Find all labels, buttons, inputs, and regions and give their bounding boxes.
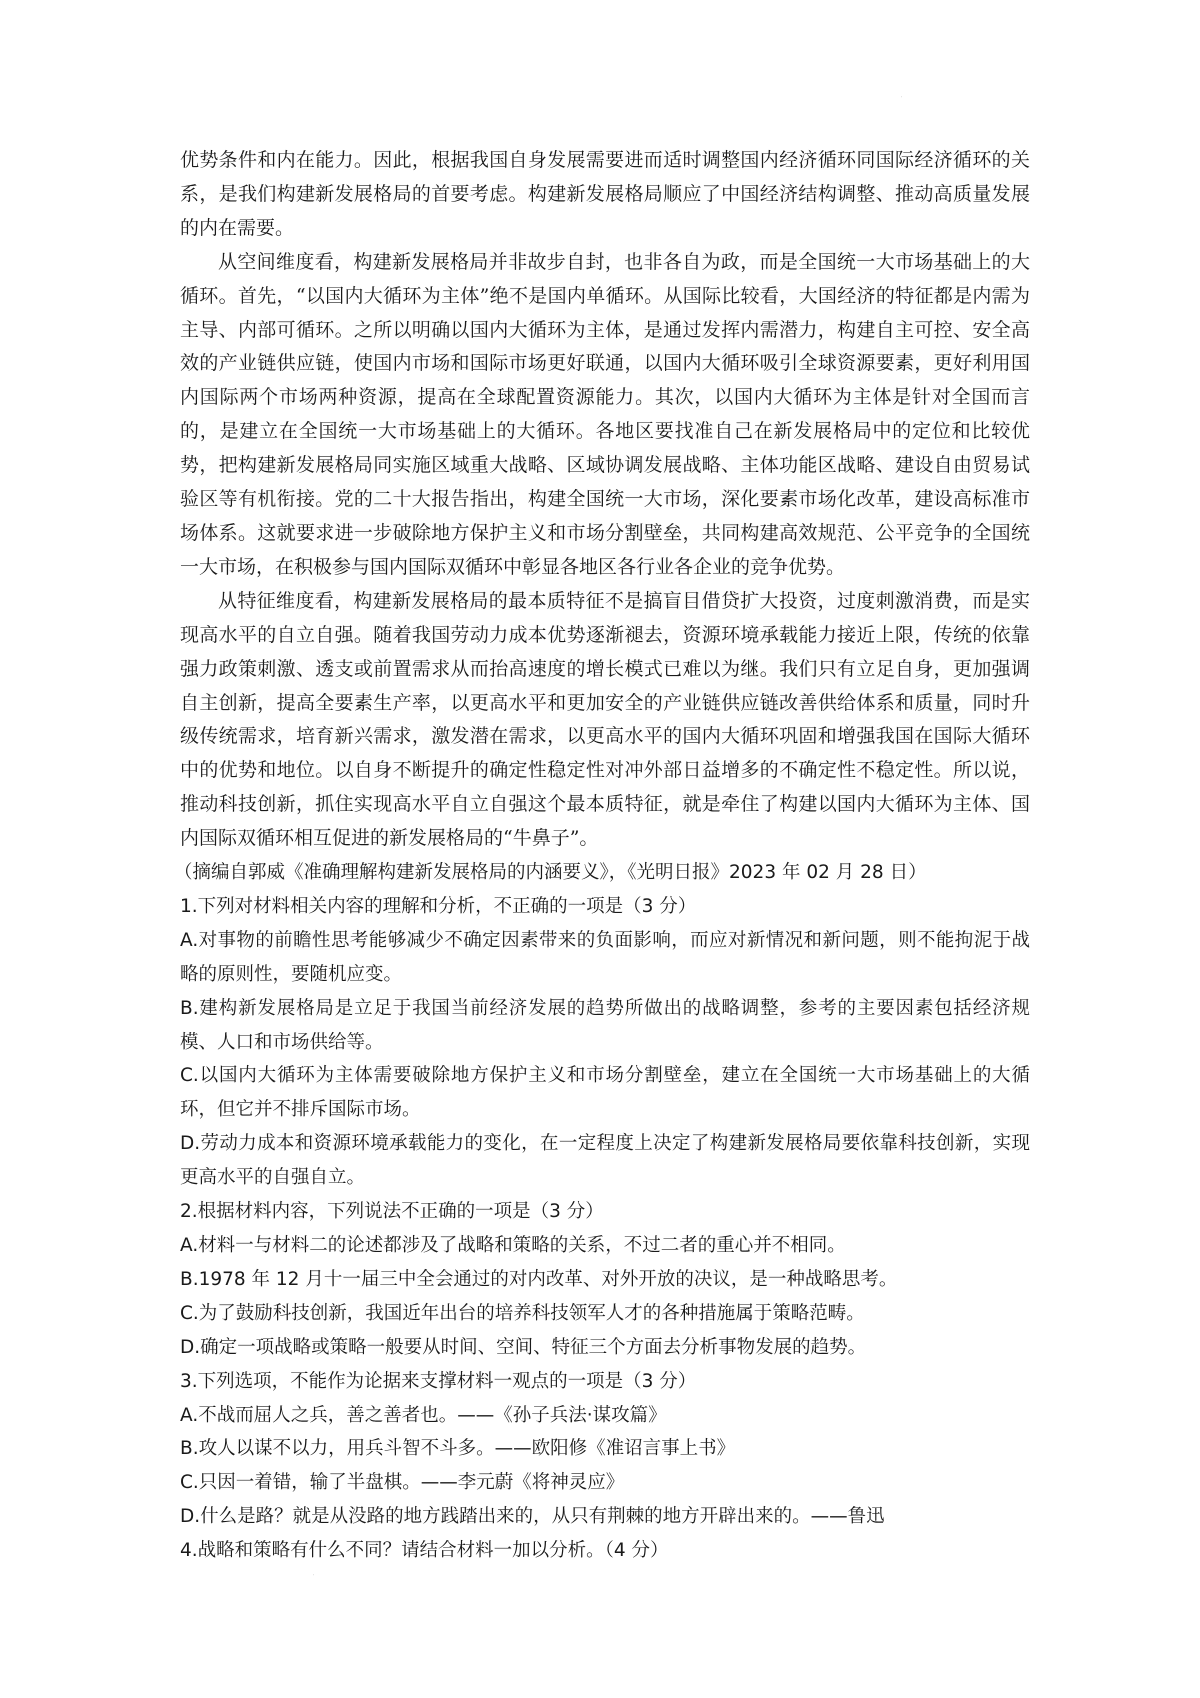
option-a: A.材料一与材料二的论述都涉及了战略和策略的关系，不过二者的重心并不相同。 (180, 1235, 846, 1256)
option-c: C.为了鼓励科技创新，我国近年出台的培养科技领军人才的各种措施属于策略范畴。 (180, 1302, 865, 1324)
option-b: B.1978 年 12 月十一届三中全会通过的对内改革、对外开放的决议，是一种战略思考。 (180, 1268, 898, 1290)
scan-dot-bottom: ˙ (312, 1574, 315, 1581)
question-3 (180, 1365, 1030, 1535)
passage-paragraph-2: 从空间维度看，构建新发展格局并非故步自封，也非各自为政，而是全国统一大市场基础上的大循环。首先，“以国内大循环为主体”绝不是国内单循环。从国际比较看，大国经济的特征都是内需为主导、内部可循环。之所以明确以国内大循环为主体，是通过发挥内需潜力，构建自主可控、安全高效的产业链供应链，使国内市场和国际市场更好联通，以国内大循环吸引全球资源要素，更好利用国内国际两个市场两种资源，提高在全球配置资源能力。其次，以国内大循环为主体是针对全国而言的，是建立在全国统一大市场基础上的大循环。各地区要找准自己在新发展格局中的定位和比较优势，把构建新发展格局同实施区域重大战略、区域协调发展战略、主体功能区战略、建设自由贸易试验区等有机衔接。党的二十大报告指出，构建全国统一大市场，深化要素市场化改革，建设高标准市场体系。这就要求进一步破除地方保护主义和市场分割壁垒，共同构建高效规范、公平竞争的全国统一大市场，在积极参与国内国际双循环中彰显各地区各行业各企业的竞争优势。 (180, 250, 1030, 578)
option-d: D.劳动力成本和资源环境承载能力的变化，在一定程度上决定了构建新发展格局要依靠科技创新，实现更高水平的自强自立。 (180, 1133, 1030, 1189)
option-a: A.对事物的前瞻性思考能够减少不确定因素带来的负面影响，而应对新情况和新问题，则不能拘泥于战略的原则性，要随机应变。 (180, 929, 1030, 985)
option-b: B.建构新发展格局是立足于我国当前经济发展的趋势所做出的战略调整，参考的主要因素包括经济规模、人口和市场供给等。 (180, 997, 1030, 1053)
question-2 (180, 1195, 1030, 1365)
option-c: C.以国内大循环为主体需要破除地方保护主义和市场分割壁垒，建立在全国统一大市场基础上的大循环，但它并不排斥国际市场。 (180, 1065, 1030, 1121)
option-d: D.确定一项战略或策略一般要从时间、空间、特征三个方面去分析事物发展的趋势。 (180, 1336, 867, 1358)
question-1 (180, 890, 1030, 1195)
option-c: C.只因一着错，输了半盘棋。——李元蔚《将神灵应》 (180, 1472, 625, 1494)
question-4 (180, 1534, 1030, 1568)
passage-paragraph-1: 优势条件和内在能力。因此，根据我国自身发展需要进而适时调整国内经济循环同国际经济循环的关系，是我们构建新发展格局的首要考虑。构建新发展格局顺应了中国经济结构调整、推动高质量发展的内在需要。 (180, 149, 1030, 239)
source-citation: （摘编自郭威《准确理解构建新发展格局的内涵要义》，《光明日报》2023 年 02 月 28 日） (174, 862, 927, 884)
option-d: D.什么是路？就是从没路的地方践踏出来的，从只有荆棘的地方开辟出来的。——鲁迅 (180, 1506, 885, 1528)
document-body (174, 144, 1030, 1568)
passage-paragraph-3: 从特征维度看，构建新发展格局的最本质特征不是搞盲目借贷扩大投资，过度刺激消费，而是实现高水平的自立自强。随着我国劳动力成本优势逐渐褪去，资源环境承载能力接近上限，传统的依靠强力政策刺激、透支或前置需求从而抬高速度的增长模式已难以为继。我们只有立足自身，更加强调自主创新，提高全要素生产率，以更高水平和更加安全的产业链供应链改善供给体系和质量，同时升级传统需求，培育新兴需求，激发潜在需求，以更高水平的国内大循环巩固和增强我国在国际大循环中的优势和地位。以自身不断提升的确定性稳定性对冲外部日益增多的不确定性不稳定性。所以说，推动科技创新，抓住实现高水平自立自强这个最本质特征，就是牵住了构建以国内大循环为主体、国内国际双循环相互促进的新发展格局的“牛鼻子”。 (180, 589, 1030, 850)
question-stem: 3.下列选项，不能作为论据来支撑材料一观点的一项是（3 分） (180, 1370, 697, 1392)
option-a: A.不战而屈人之兵，善之善者也。——《孙子兵法·谋攻篇》 (180, 1404, 667, 1426)
question-stem: 2.根据材料内容，下列说法不正确的一项是（3 分） (180, 1201, 604, 1223)
question-stem: 4.战略和策略有什么不同？请结合材料一加以分析。（4 分） (180, 1540, 669, 1562)
scan-dot-top: ˙ (900, 96, 903, 103)
option-b: B.攻人以谋不以力，用兵斗智不斗多。——欧阳修《准诏言事上书》 (180, 1438, 736, 1460)
question-stem: 1.下列对材料相关内容的理解和分析，不正确的一项是（3 分） (180, 895, 697, 917)
